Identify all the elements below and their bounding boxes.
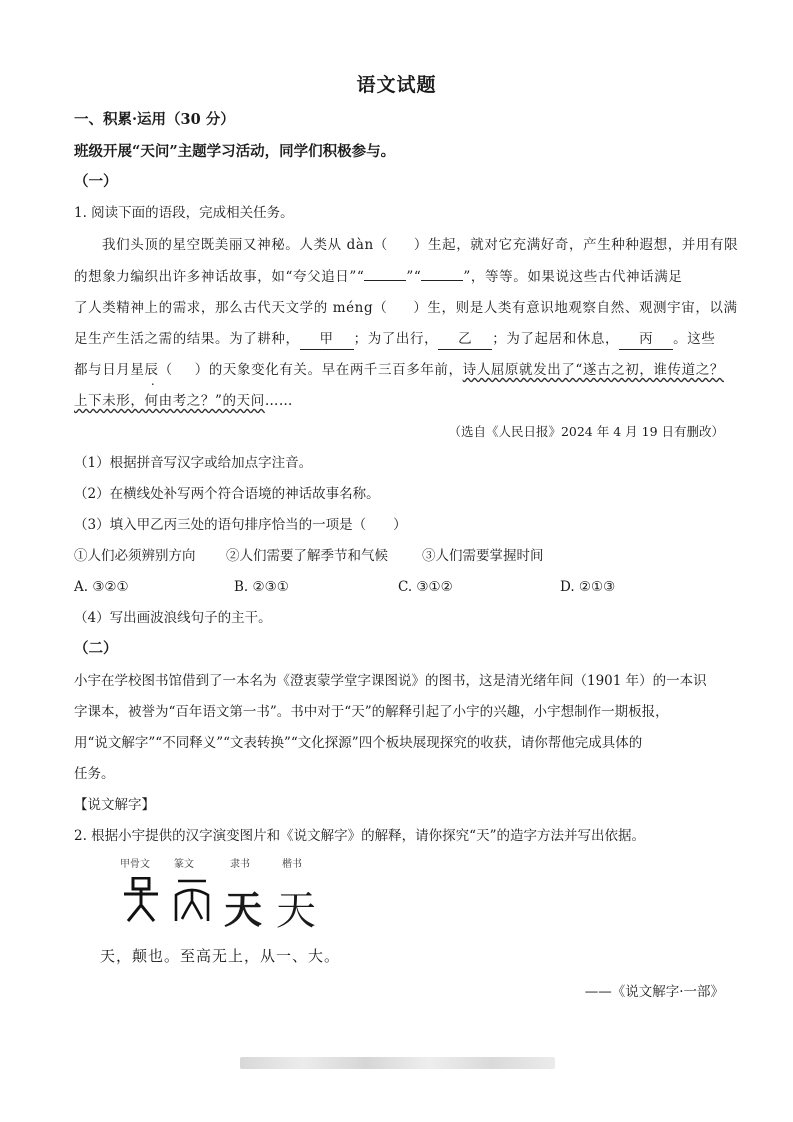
board-section-heading: 【说文解字】 [74, 797, 155, 813]
question-2-stem: 2. 根据小宇提供的汉字演变图片和《说文解字》的解释，请你探究“天”的造字方法并写出依据。 [74, 828, 645, 844]
label-clerical: 隶书 [230, 859, 250, 870]
dotted-character: 辰 [144, 362, 159, 378]
label-seal: 篆文 [174, 859, 194, 870]
shuowen-quote: 天，颠也。至高无上，从一、大。 [100, 947, 341, 965]
option-b[interactable]: B. ②③① [234, 579, 289, 595]
passage-line-6: 上下未形，何由考之？”的天问…… [74, 393, 294, 409]
sub-question-3: （3）填入甲乙丙三处的语句排序恰当的一项是（ ） [74, 517, 407, 533]
label-oracle-bone: 甲骨文 [120, 859, 150, 870]
blurred-watermark [240, 1057, 555, 1069]
page-title: 语文试题 [356, 74, 437, 96]
label-regular: 楷书 [282, 859, 302, 870]
character-evolution-figure [112, 855, 352, 935]
statement-2: ②人们需要了解季节和气候 [226, 548, 388, 564]
passage2-line-1: 小宇在学校图书馆借到了一本名为《澄衷蒙学堂字课图说》的图书，这是清光绪年间（1901 年）的一本识 [74, 673, 707, 689]
statement-3: ③人们需要掌握时间 [422, 548, 544, 564]
part-two-heading: （二） [74, 640, 118, 657]
oracle-bone-tian-glyph [122, 877, 160, 923]
section-heading: 一、积累·运用（30 分） [74, 111, 235, 128]
clerical-tian-glyph: 天 [224, 888, 263, 932]
passage2-line-2: 字课本，被誉为“百年语文第一书”。书中对于“天”的解释引起了小宇的兴趣，小宇想制作一期板报， [74, 704, 669, 720]
regular-tian-glyph: 天 [276, 888, 316, 934]
option-a[interactable]: A. ③②① [74, 579, 129, 595]
seal-script-tian-glyph [172, 877, 212, 923]
part-one-heading: （一） [74, 173, 118, 190]
passage-source: （选自《人民日报》2024 年 4 月 19 日有删改） [448, 424, 724, 439]
passage2-line-4: 任务。 [74, 766, 115, 782]
blank-jia[interactable]: 甲 [300, 329, 354, 350]
passage-line-4: 足生产生活之需的结果。为了耕种， 甲 ；为了出行， 乙 ；为了起居和休息， 丙 。这些 [74, 329, 724, 350]
options-row [74, 577, 724, 597]
passage-line-2: 的想象力编织出许多神话故事，如“夸父追日”“ ”“ ”，等等。如果说这些古代神话满足 [74, 269, 683, 285]
myth-blank-1[interactable] [364, 280, 406, 281]
passage2-line-3: 用“说文解字”“不同释义”“文表转换”“文化探源”四个板块展现探究的收获，请你帮他完成具体的 [74, 735, 643, 751]
myth-blank-2[interactable] [421, 280, 463, 281]
wavy-sentence-part-2: 上下未形，何由考之？”的天问 [74, 393, 265, 409]
passage-line-1: 我们头顶的星空既美丽又神秘。人类从 dàn（ ）生起，就对它充满好奇，产生种种遐想，并用有限 [102, 237, 739, 253]
shuowen-source: ——《说文解字·一部》 [584, 984, 724, 1000]
sub-question-2: （2）在横线处补写两个符合语境的神话故事名称。 [74, 486, 380, 502]
wavy-sentence-part-1: 诗人屈原就发出了“遂古之初，谁传道之？ [462, 362, 724, 378]
sub-question-1: （1）根据拼音写汉字或给加点字注音。 [74, 455, 313, 471]
activity-intro: 班级开展“天问”主题学习活动，同学们积极参与。 [74, 143, 396, 160]
blank-yi[interactable]: 乙 [438, 329, 492, 350]
statements-row [74, 546, 724, 566]
blank-bing[interactable]: 丙 [619, 329, 673, 350]
sub-question-4: （4）写出画波浪线句子的主干。 [74, 610, 272, 626]
statement-1: ①人们必须辨别方向 [74, 548, 196, 564]
passage-line-5: 都与日月星辰（ ）的天象变化有关。早在两千三百多年前，诗人屈原就发出了“遂古之初，谁传道之？ [74, 362, 724, 378]
option-d[interactable]: D. ②①③ [560, 579, 616, 595]
question-1-stem: 1. 阅读下面的语段，完成相关任务。 [74, 205, 294, 221]
option-c[interactable]: C. ③①② [398, 579, 453, 595]
passage-line-3: 了人类精神上的需求，那么古代天文学的 méng（ ）生，则是人类有意识地观察自然、观测宇宙，以满 [74, 300, 738, 316]
